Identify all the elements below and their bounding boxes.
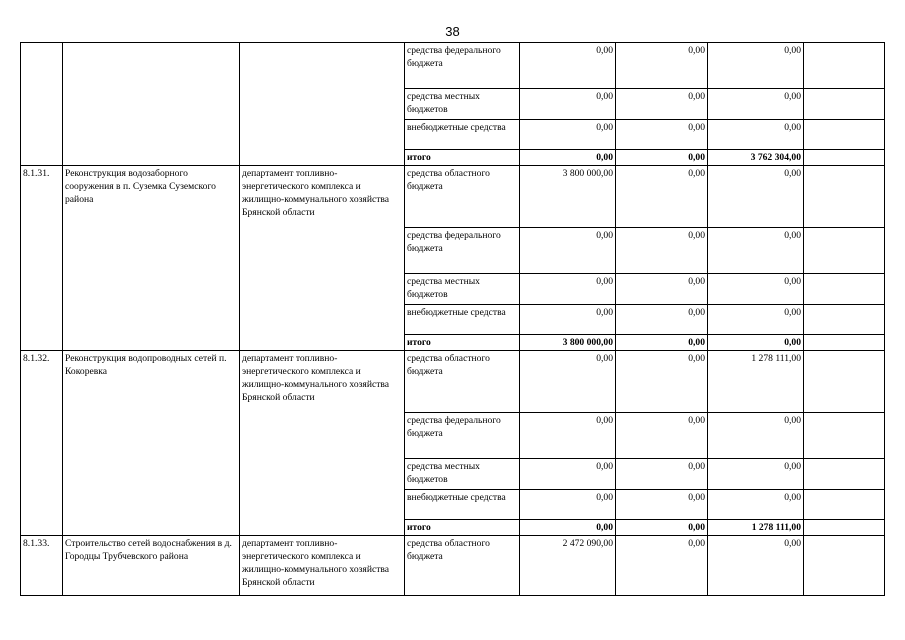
amount-year-1: 0,00 bbox=[520, 228, 616, 274]
amount-year-3: 0,00 bbox=[708, 490, 804, 520]
amount-year-1: 0,00 bbox=[520, 351, 616, 413]
item-name: Реконструкция водопроводных сетей п. Кокоревка bbox=[63, 351, 240, 536]
funding-source: средства местных бюджетов bbox=[405, 274, 520, 305]
item-code: 8.1.31. bbox=[21, 166, 63, 351]
amount-year-3: 0,00 bbox=[708, 166, 804, 228]
amount-year-2: 0,00 bbox=[616, 413, 708, 459]
amount-extra bbox=[804, 150, 885, 166]
amount-year-2: 0,00 bbox=[616, 166, 708, 228]
amount-extra bbox=[804, 459, 885, 490]
funding-source: итого bbox=[405, 335, 520, 351]
amount-year-3: 0,00 bbox=[708, 89, 804, 120]
item-executor: департамент топливно-энергетического комплекса и жилищно-коммунального хозяйства Брянской области bbox=[240, 536, 405, 596]
amount-year-3: 0,00 bbox=[708, 536, 804, 596]
item-executor: департамент топливно-энергетического комплекса и жилищно-коммунального хозяйства Брянской области bbox=[240, 166, 405, 351]
item-name: Строительство сетей водоснабжения в д. Городцы Трубчевского района bbox=[63, 536, 240, 596]
item-executor bbox=[240, 43, 405, 166]
amount-extra bbox=[804, 490, 885, 520]
amount-extra bbox=[804, 413, 885, 459]
amount-year-1: 3 800 000,00 bbox=[520, 335, 616, 351]
amount-extra bbox=[804, 43, 885, 89]
funding-source: средства местных бюджетов bbox=[405, 459, 520, 490]
amount-year-3: 0,00 bbox=[708, 335, 804, 351]
amount-year-2: 0,00 bbox=[616, 520, 708, 536]
funding-source: внебюджетные средства bbox=[405, 305, 520, 335]
amount-year-2: 0,00 bbox=[616, 120, 708, 150]
amount-year-3: 1 278 111,00 bbox=[708, 520, 804, 536]
amount-year-3: 0,00 bbox=[708, 459, 804, 490]
amount-extra bbox=[804, 520, 885, 536]
table-row bbox=[21, 166, 885, 228]
funding-source: средства областного бюджета bbox=[405, 536, 520, 596]
item-executor: департамент топливно-энергетического комплекса и жилищно-коммунального хозяйства Брянской области bbox=[240, 351, 405, 536]
amount-extra bbox=[804, 351, 885, 413]
item-name bbox=[63, 43, 240, 166]
table-row bbox=[21, 536, 885, 596]
funding-source: средства федерального бюджета bbox=[405, 43, 520, 89]
amount-year-2: 0,00 bbox=[616, 459, 708, 490]
amount-year-3: 0,00 bbox=[708, 120, 804, 150]
amount-extra bbox=[804, 274, 885, 305]
amount-year-2: 0,00 bbox=[616, 150, 708, 166]
item-code: 8.1.33. bbox=[21, 536, 63, 596]
item-code bbox=[21, 43, 63, 166]
amount-year-3: 0,00 bbox=[708, 43, 804, 89]
amount-year-1: 0,00 bbox=[520, 413, 616, 459]
budget-table bbox=[20, 42, 885, 596]
amount-year-1: 3 800 000,00 bbox=[520, 166, 616, 228]
amount-year-2: 0,00 bbox=[616, 43, 708, 89]
table-row bbox=[21, 351, 885, 413]
amount-year-1: 0,00 bbox=[520, 120, 616, 150]
amount-extra bbox=[804, 536, 885, 596]
amount-year-1: 0,00 bbox=[520, 89, 616, 120]
amount-extra bbox=[804, 228, 885, 274]
amount-year-3: 0,00 bbox=[708, 228, 804, 274]
funding-source: средства областного бюджета bbox=[405, 166, 520, 228]
amount-extra bbox=[804, 89, 885, 120]
funding-source: итого bbox=[405, 520, 520, 536]
page-number: 38 bbox=[445, 24, 460, 39]
amount-year-3: 0,00 bbox=[708, 413, 804, 459]
amount-year-3: 1 278 111,00 bbox=[708, 351, 804, 413]
amount-year-2: 0,00 bbox=[616, 335, 708, 351]
amount-year-2: 0,00 bbox=[616, 305, 708, 335]
amount-year-1: 0,00 bbox=[520, 43, 616, 89]
item-code: 8.1.32. bbox=[21, 351, 63, 536]
funding-source: итого bbox=[405, 150, 520, 166]
table-row bbox=[21, 43, 885, 89]
amount-year-1: 0,00 bbox=[520, 150, 616, 166]
amount-year-2: 0,00 bbox=[616, 536, 708, 596]
amount-extra bbox=[804, 335, 885, 351]
amount-year-2: 0,00 bbox=[616, 490, 708, 520]
amount-year-2: 0,00 bbox=[616, 228, 708, 274]
funding-source: средства федерального бюджета bbox=[405, 413, 520, 459]
funding-source: средства областного бюджета bbox=[405, 351, 520, 413]
amount-year-1: 2 472 090,00 bbox=[520, 536, 616, 596]
amount-year-1: 0,00 bbox=[520, 459, 616, 490]
amount-year-1: 0,00 bbox=[520, 490, 616, 520]
amount-year-1: 0,00 bbox=[520, 520, 616, 536]
amount-extra bbox=[804, 120, 885, 150]
amount-year-1: 0,00 bbox=[520, 305, 616, 335]
funding-source: внебюджетные средства bbox=[405, 490, 520, 520]
amount-year-3: 0,00 bbox=[708, 305, 804, 335]
amount-year-2: 0,00 bbox=[616, 274, 708, 305]
item-name: Реконструкция водозаборного сооружения в п. Суземка Суземского района bbox=[63, 166, 240, 351]
amount-year-1: 0,00 bbox=[520, 274, 616, 305]
amount-extra bbox=[804, 166, 885, 228]
funding-source: средства местных бюджетов bbox=[405, 89, 520, 120]
amount-year-2: 0,00 bbox=[616, 89, 708, 120]
amount-year-3: 3 762 304,00 bbox=[708, 150, 804, 166]
amount-extra bbox=[804, 305, 885, 335]
amount-year-2: 0,00 bbox=[616, 351, 708, 413]
funding-source: средства федерального бюджета bbox=[405, 228, 520, 274]
amount-year-3: 0,00 bbox=[708, 274, 804, 305]
funding-source: внебюджетные средства bbox=[405, 120, 520, 150]
